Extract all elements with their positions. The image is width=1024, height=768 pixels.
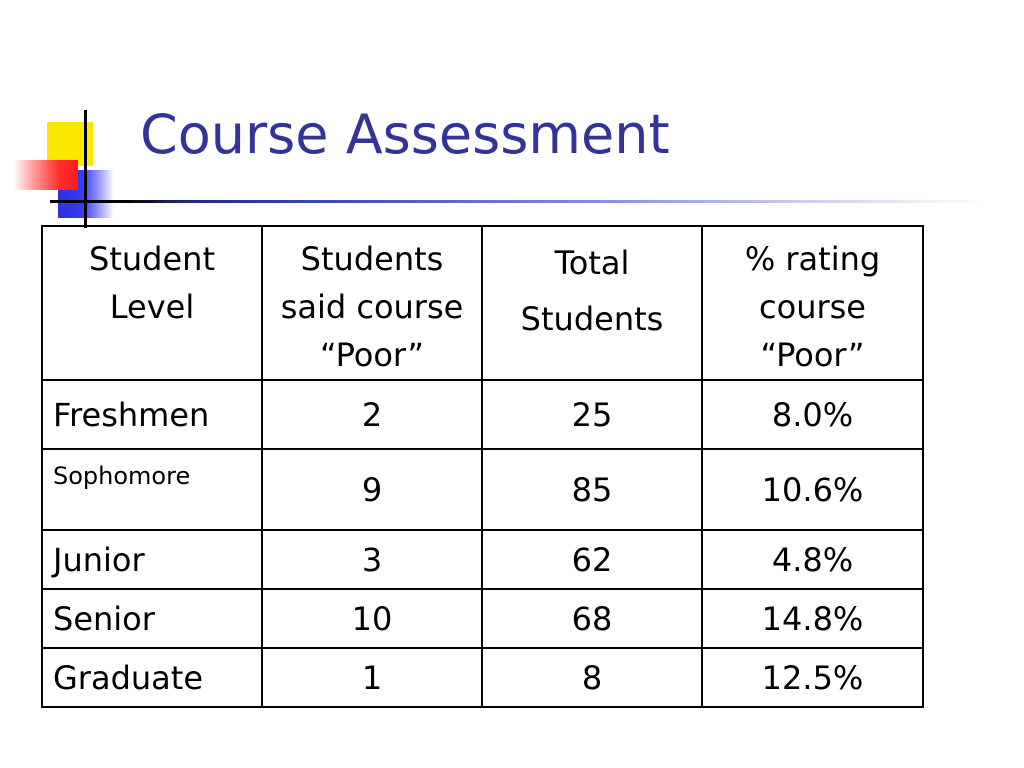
cell-percent-poor: 4.8% [702,530,923,589]
table-row [42,530,923,589]
slide-title: Course Assessment [140,103,670,166]
cell-percent-poor: 12.5% [702,648,923,707]
table-header-row [42,226,923,380]
title-accent-red-bar [14,160,78,190]
header-total-students: Total Students [482,226,702,380]
cell-total-students: 68 [482,589,702,648]
table-row [42,648,923,707]
cell-level: Sophomore [42,449,262,530]
table-row [42,449,923,530]
cell-poor-count: 9 [262,449,482,530]
cell-percent-poor: 14.8% [702,589,923,648]
table-row [42,380,923,449]
cell-total-students: 62 [482,530,702,589]
cell-total-students: 8 [482,648,702,707]
cell-poor-count: 10 [262,589,482,648]
cell-percent-poor: 8.0% [702,380,923,449]
cell-level: Graduate [42,648,262,707]
table-row [42,589,923,648]
cell-level: Junior [42,530,262,589]
cell-poor-count: 3 [262,530,482,589]
title-underline-rule [50,200,990,203]
header-student-level: Student Level [42,226,262,380]
cell-level: Freshmen [42,380,262,449]
header-percent-rating-poor: % rating course “Poor” [702,226,923,380]
cell-poor-count: 2 [262,380,482,449]
title-accent-vertical-rule [84,110,87,228]
cell-level: Senior [42,589,262,648]
assessment-table [41,225,924,708]
cell-poor-count: 1 [262,648,482,707]
header-students-said-poor: Students said course “Poor” [262,226,482,380]
cell-total-students: 25 [482,380,702,449]
cell-percent-poor: 10.6% [702,449,923,530]
assessment-table-container [41,225,924,708]
cell-total-students: 85 [482,449,702,530]
